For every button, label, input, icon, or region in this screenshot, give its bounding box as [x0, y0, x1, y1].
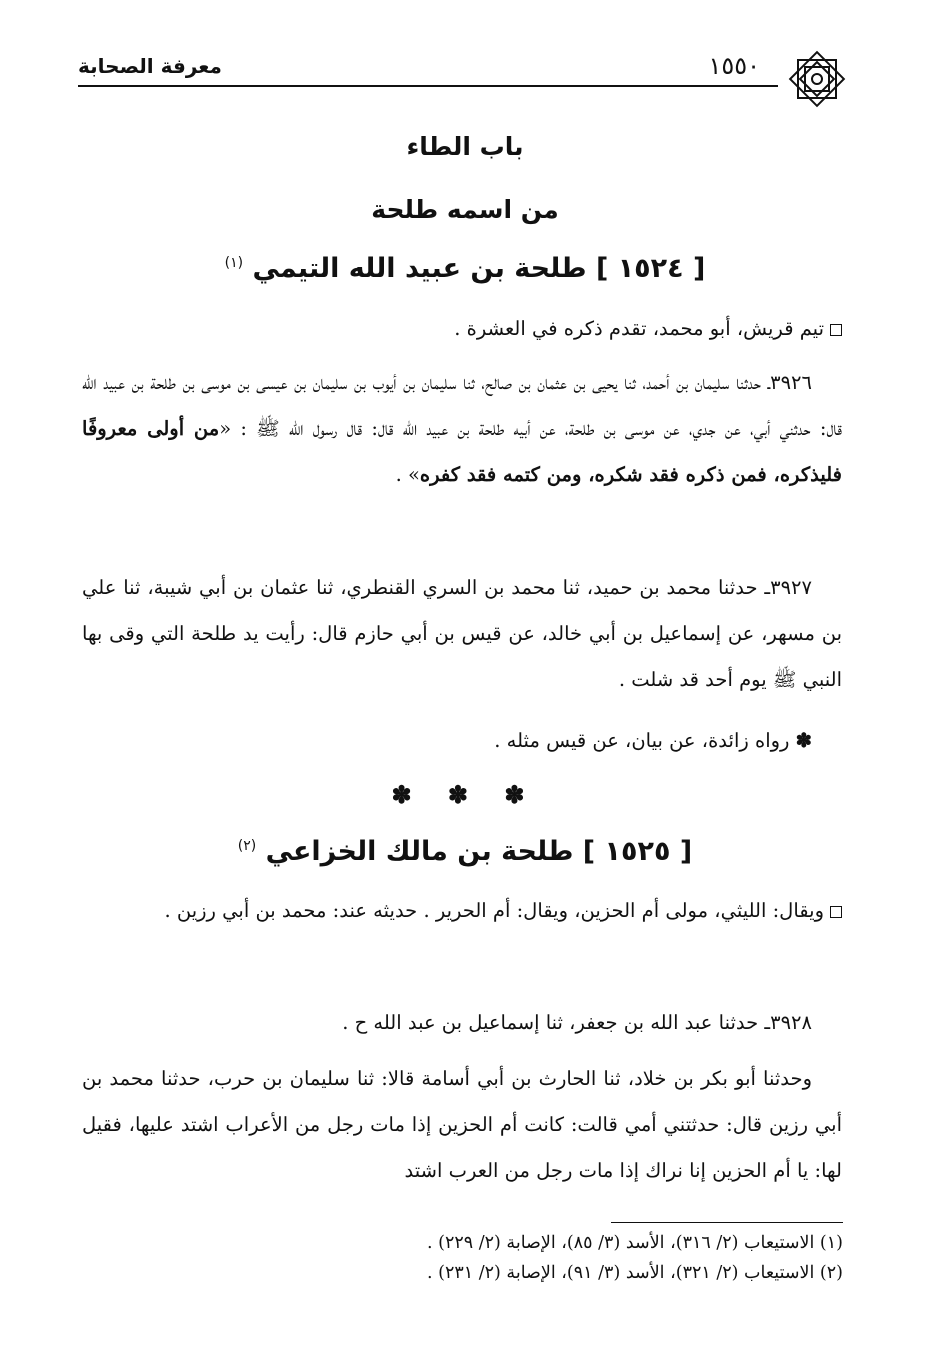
section-heading: من اسمه طلحة: [371, 195, 559, 224]
running-title: معرفة الصحابة: [78, 54, 222, 78]
paragraph-text: تيم قريش، أبو محمد، تقدم ذكره في العشرة .: [454, 317, 824, 340]
paragraph-text: ويقال: الليثي، مولى أم الحزين، ويقال: أم الحرير . حديثه عند: محمد بن أبي رزين .: [164, 899, 824, 922]
page-number: ١٥٥٠: [708, 52, 760, 80]
intro-paragraph-2: [82, 888, 842, 934]
entry-title: [ ١٥٢٥ ] طلحة بن مالك الخزاعي: [265, 836, 693, 867]
page-header: [78, 48, 848, 108]
entry-title: [ ١٥٢٤ ] طلحة بن عبيد الله التيمي: [252, 253, 706, 284]
section-separator: ✽ ✽ ✽: [391, 780, 539, 809]
square-marker-icon: [830, 324, 842, 336]
intro-paragraph: [82, 306, 842, 352]
header-rule: [78, 85, 778, 87]
footnote-ref-1[interactable]: (١): [224, 255, 244, 271]
octagram-ornament-icon: [786, 48, 848, 110]
footnote-2: (٢) الاستيعاب (٢/ ٣٢١)، الأسد (٣/ ٩١)، الإصابة (٢/ ٢٣١) .: [427, 1263, 843, 1283]
square-marker-icon: [830, 906, 842, 918]
asterisk-icon: ✽: [795, 729, 812, 752]
hadith-matn: من أولى معروفًا فليذكره، فمن ذكره فقد شكره، ومن كتمه فقد كفره: [82, 417, 842, 486]
footnote-rule: [611, 1222, 843, 1223]
hadith-3928: [82, 1000, 842, 1046]
footnote-ref-2[interactable]: (٢): [237, 838, 257, 854]
paragraph-text: ٣٩٢٨ـ حدثنا عبد الله بن جعفر، ثنا إسماعيل بن عبد الله ح .: [342, 1011, 812, 1034]
hadith-3928-continued: [82, 1056, 842, 1194]
paragraph-text: رواه زائدة، عن بيان، عن قيس مثله .: [494, 729, 790, 752]
note-paragraph: [82, 718, 842, 764]
paragraph-text: ٣٩٢٧ـ حدثنا محمد بن حميد، ثنا محمد بن السري القنطري، ثنا عثمان بن أبي شيبة، ثنا علي بن مسهر، عن إسماعيل بن أبي خالد، عن قيس بن أبي حازم قال: رأيت يد طلحة التي وقى بها النبي ﷺ يوم أحد قد شلت .: [82, 576, 842, 691]
isnad-text: ٣٩٢٦ـ حدثنا سليمان بن أحمد، ثنا يحيى بن عثمان بن صالح، ثنا سليمان بن أيوب بن سليمان بن عيسى بن موسى بن طلحة بن عبيد الله قال: حدثني أبي، عن جدي، عن موسى بن طلحة، عن أبيه طلحة بن عبيد الله قال: قال رسول الله ﷺ : «: [82, 371, 843, 440]
footnote-1: (١) الاستيعاب (٢/ ٣١٦)، الأسد (٣/ ٨٥)، الإصابة (٢/ ٢٢٩) .: [427, 1233, 843, 1253]
footnotes: [103, 1228, 843, 1288]
hadith-3927: [82, 565, 842, 703]
hadith-3926: [82, 360, 842, 498]
entry-heading-1525: [80, 836, 850, 867]
entry-heading-1524: [80, 253, 850, 284]
paragraph-text: وحدثنا أبو بكر بن خلاد، ثنا الحارث بن أبي أسامة قالا: ثنا سليمان بن حرب، حدثنا محمد بن أبي رزين قال: حدثتني أمي قالت: كانت أم الحزين إذا مات رجل من الأعراب اشتد عليها، فقيل لها: يا أم الحزين إنا نراك إذا مات رجل من العرب اشتد: [82, 1067, 842, 1182]
chapter-heading: باب الطاء: [406, 132, 524, 161]
quote-close: » .: [395, 463, 420, 486]
